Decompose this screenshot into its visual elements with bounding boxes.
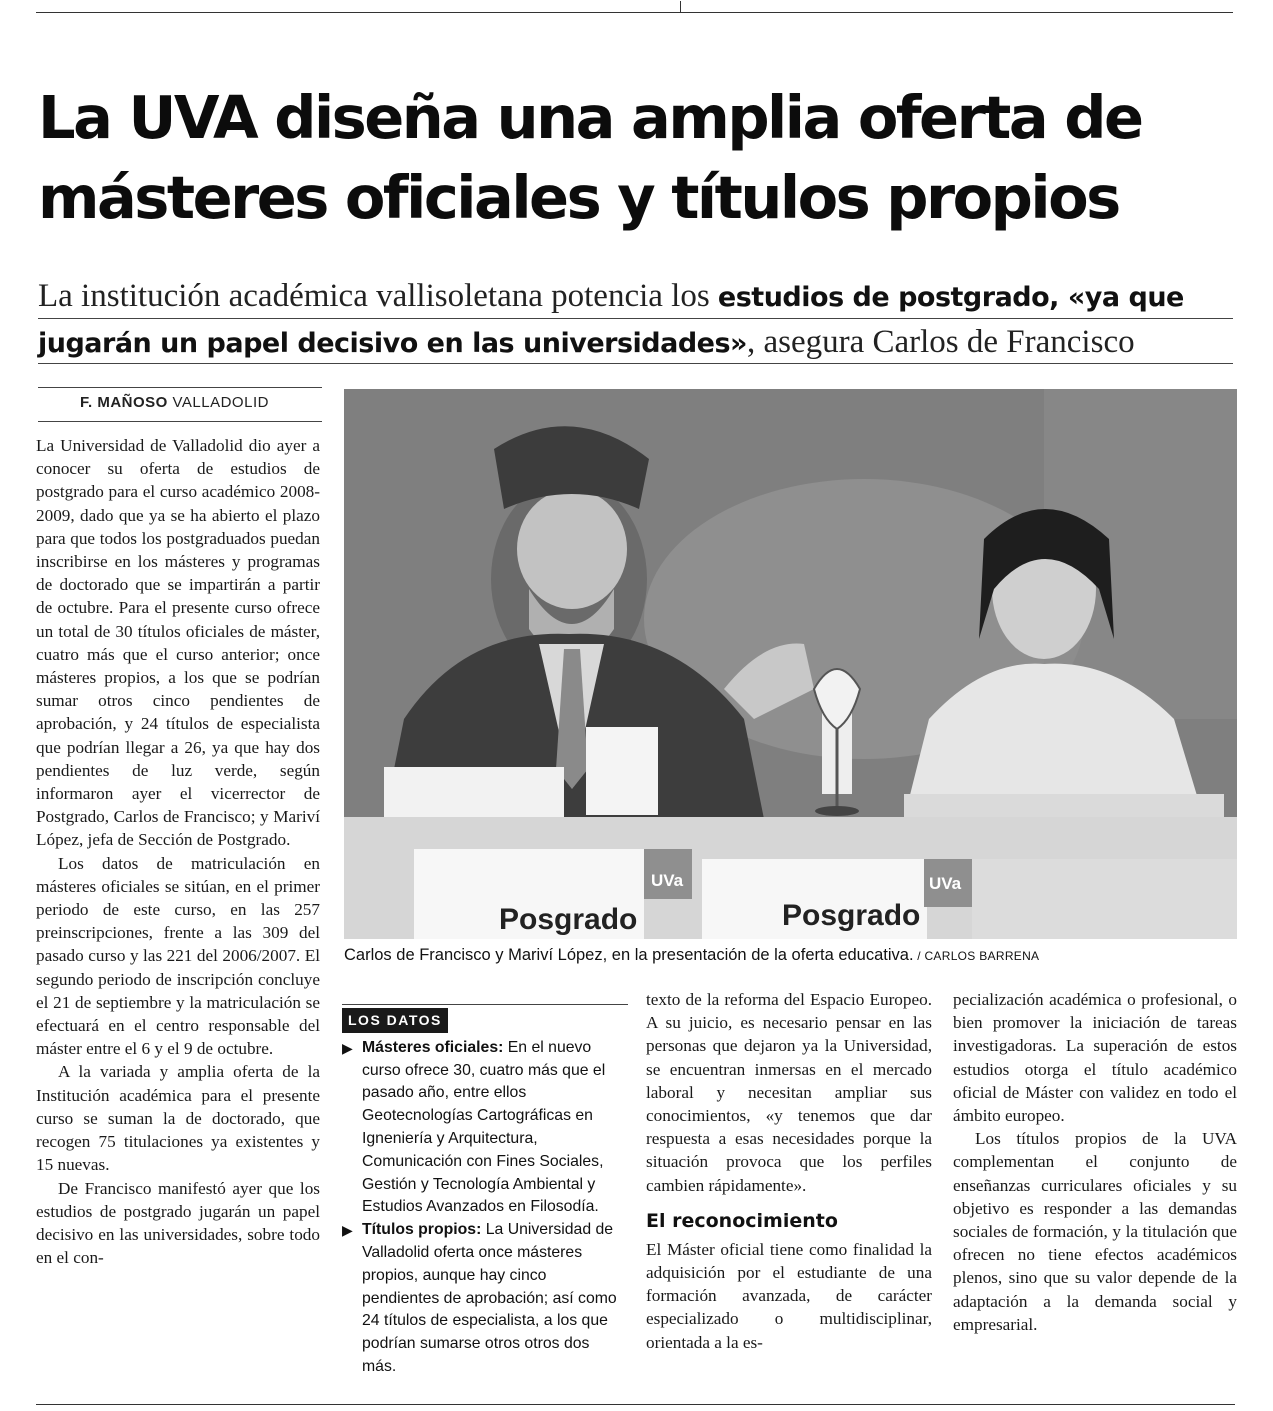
- column-1: [36, 434, 320, 1269]
- los-datos-box: [342, 1008, 626, 1379]
- uva-logo-2: UVa: [929, 874, 962, 893]
- section-subtitle: El reconocimiento: [646, 1209, 838, 1232]
- datos-item1-title: Másteres oficiales:: [362, 1038, 504, 1056]
- posgrado-sign-1: Posgrado: [499, 903, 638, 936]
- subheadline: [38, 274, 1238, 366]
- los-datos-label: LOS DATOS: [342, 1008, 448, 1033]
- datos-item1-text: En el nuevo curso ofrece 30, cuatro más que el pasado año, entre ellos Geotecnologías Cartográficas en Igneniería y Arquitectura, Comunicación con Fines Sociales, Gestión y Tecnología Ambiental y Estudios Avanzados en Filosodía.: [362, 1038, 606, 1216]
- byline-place: VALLADOLID: [172, 394, 269, 411]
- subhead-part-1: La institución académica vallisoletana potencia los: [38, 278, 718, 314]
- headline: [38, 78, 1238, 238]
- byline-author: F. MAÑOSO: [80, 394, 168, 411]
- col3-paragraph-2: El Máster oficial tiene como finalidad la adquisición por el estudiante de una formación avanzada, de carácter especializado o multidisciplinar, orientada a la es-: [646, 1239, 932, 1352]
- column-3: [646, 988, 932, 1354]
- triangle-bullet-icon: ▶: [342, 1222, 353, 1239]
- byline-rule: [38, 387, 322, 388]
- top-rule: [36, 12, 1233, 13]
- column-4: [953, 988, 1237, 1336]
- col1-paragraph-3: A la variada y amplia oferta de la Institución académica para el presente curso se suman la de doctorado, que recogen 75 titulaciones ya existentes y 15 nuevas.: [36, 1062, 320, 1175]
- byline-bottom-rule: [38, 421, 322, 422]
- col1-paragraph-1: La Universidad de Valladolid dio ayer a conocer su oferta de estudios de postgrado para el curso académico 2008-2009, dado que ya se ha abierto el plazo para que todos los postgraduados puedan inscribirse en los másteres y programas de doctorado que se impartirán a partir de octubre. Para el presente curso ofrece un total de 30 títulos oficiales de máster, cuatro más que el curso anterior; once másteres propios, a los que se podrían sumar otros cinco pendientes de aprobación, y 24 títulos de especialista que podrían llegar a 26, ya que hay dos pendientes de luz verde, según informaron ayer el vicerrector de Postgrado, Carlos de Francisco; y Mariví López, jefa de Sección de Postgrado.: [36, 436, 320, 850]
- press-photo: [344, 389, 1237, 939]
- datos-top-rule: [342, 1004, 628, 1005]
- uva-logo-1: UVa: [651, 871, 684, 890]
- headline-line-2: másteres oficiales y títulos propios: [38, 163, 1119, 232]
- datos-item-masteres: [342, 1037, 626, 1219]
- posgrado-sign-2: Posgrado: [782, 899, 921, 932]
- datos-item-titulos: [342, 1219, 626, 1379]
- datos-item2-title: Títulos propios:: [362, 1221, 482, 1239]
- photo-caption: [344, 946, 1244, 965]
- col3-paragraph-1: texto de la reforma del Espacio Europeo. A su juicio, es necesario pensar en las personas que dejaron ya la Universidad, se encuentran inmersas en el mercado laboral y necesitan ampliar sus conocimientos, «y tenemos que dar respuesta a esas necesidades porque la situación provoca que los perfiles cambien rápidamente».: [646, 990, 932, 1195]
- byline: [80, 394, 269, 411]
- headline-line-1: La UVA diseña una amplia oferta de: [38, 83, 1142, 152]
- caption-text: Carlos de Francisco y Mariví López, en la presentación de la oferta educativa.: [344, 946, 914, 964]
- datos-item2-text: La Universidad de Valladolid oferta once másteres propios, aunque hay cinco pendientes de aprobación; así como 24 títulos de especialista, a los que podrían sumarse otros otros dos más.: [362, 1221, 617, 1375]
- photo-credit: / CARLOS BARRENA: [913, 949, 1040, 963]
- triangle-bullet-icon: ▶: [342, 1039, 353, 1056]
- subhead-bottom-rule: [38, 363, 1233, 364]
- subhead-part-2: , asegura Carlos de Francisco: [746, 324, 1135, 360]
- bottom-rule: [36, 1404, 1235, 1405]
- col4-paragraph-2: Los títulos propios de la UVA complementan el conjunto de enseñanzas curriculares oficiales y su objetivo es responder a las demandas sociales de formación, y la titulación que ofrecen no tiene efectos académicos plenos, sino que su valor depende de la adaptación a la demanda social y empresarial.: [953, 1129, 1237, 1334]
- subhead-divider: [38, 318, 1233, 319]
- subhead-bold: estudios de postgrado, «ya que jugarán un papel decisivo en las universidades»: [38, 282, 1184, 359]
- col1-paragraph-4: De Francisco manifestó ayer que los estudios de postgrado jugarán un papel decisivo en las universidades, sobre todo en el con-: [36, 1178, 320, 1268]
- col1-paragraph-2: Los datos de matriculación en másteres oficiales se sitúan, en el primer periodo de este curso, en las 257 preinscripciones, frente a las 309 del pasado curso y las 221 del 2006/2007. El segundo periodo de inscripción concluye el 21 de septiembre y la matriculación se efectuará en el centro responsable del máster entre el 6 y el 9 de octubre.: [36, 853, 320, 1059]
- col4-paragraph-1: pecialización académica o profesional, o bien promover la iniciación de tareas investigadoras. La superación de estos estudios otorga el título académico oficial de Máster con validez en todo el ámbito europeo.: [953, 990, 1237, 1126]
